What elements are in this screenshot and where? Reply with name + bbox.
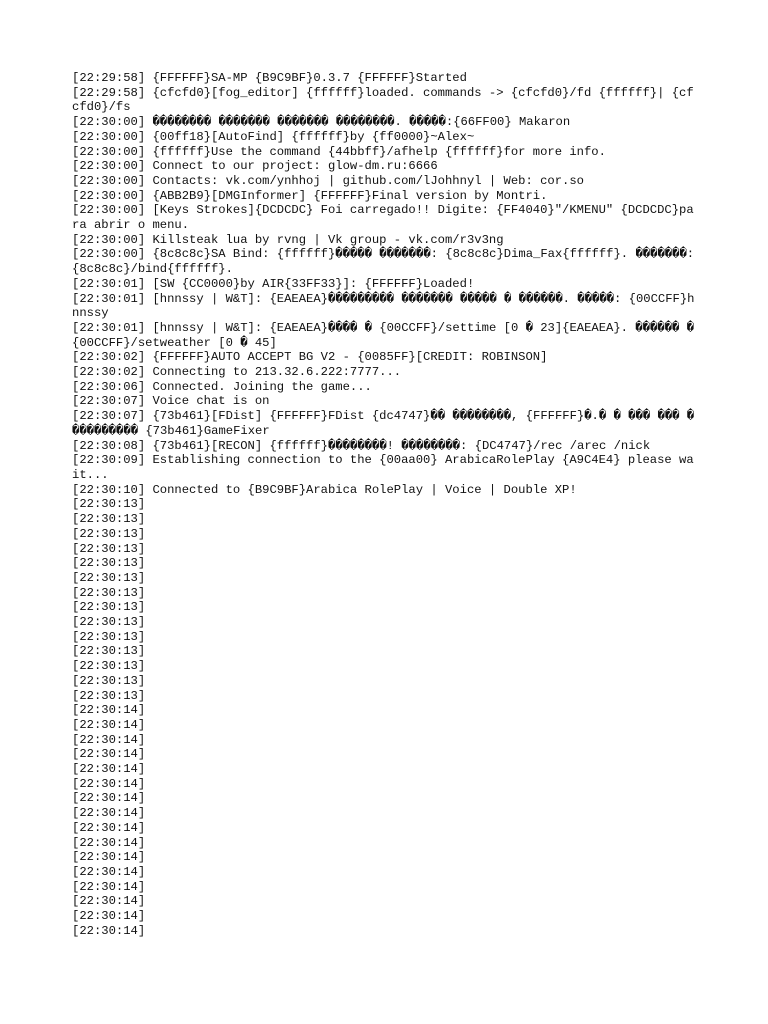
log-line: [22:30:02] Connecting to 213.32.6.222:7777... [72,365,402,380]
log-line: [22:30:13] [72,541,146,556]
log-line: [22:30:13] [72,673,146,688]
log-line: [22:30:14] [72,747,146,762]
log-line: [22:30:14] [72,806,146,821]
log-line: [22:30:01] [hnnssy | W&T]: {EAEAEA}��������� ������� ����� � ������. �����: {00CCFF}hnnssy [72,291,695,321]
log-line: [22:30:14] [72,864,146,879]
log-line: [22:30:14] [72,923,146,938]
log-line: [22:30:14] [72,894,146,909]
log-line: [22:30:14] [72,776,146,791]
log-line: [22:30:07] {73b461}[FDist] {FFFFFF}FDist {dc4747}�� ��������, {FFFFFF}�.� � ��� ��� ���������� {73b461}GameFixer [72,409,695,438]
log-line: [22:30:00] {ffffff}Use the command {44bbff}/afhelp {ffffff}for more info. [72,144,606,159]
log-line: [22:30:00] {00ff18}[AutoFind] {ffffff}by {ff0000}~Alex~ [72,129,475,144]
log-line: [22:30:14] [72,791,146,806]
chat-log-document [72,71,702,938]
log-line: [22:30:13] [72,512,146,527]
log-line: [22:30:13] [72,526,146,541]
log-line: [22:30:00] [Keys Strokes]{DCDCDC} Foi carregado!! Digite: {FF4040}"/KMENU" {DCDCDC}para abrir o menu. [72,203,694,233]
log-line: [22:30:13] [72,600,146,615]
log-line: [22:30:13] [72,629,146,644]
log-line: [22:30:13] [72,644,146,659]
log-line: [22:30:13] [72,659,146,674]
log-line: [22:29:58] {FFFFFF}SA-MP {B9C9BF}0.3.7 {FFFFFF}Started [72,71,467,85]
log-line: [22:30:00] Connect to our project: glow-dm.ru:6666 [72,159,438,174]
log-line: [22:30:14] [72,820,146,835]
log-line: [22:30:01] [SW {CC0000}by AIR{33FF33}]: {FFFFFF}Loaded! [72,276,475,291]
log-line: [22:30:06] Connected. Joining the game... [72,379,372,394]
log-line: [22:30:14] [72,909,146,924]
log-line: [22:30:07] Voice chat is on [72,394,270,409]
log-line: [22:29:58] {cfcfd0}[fog_editor] {ffffff}loaded. commands -> {cfcfd0}/fd {ffffff}| {cfcfd0}/fs [72,85,694,115]
log-line: [22:30:14] [72,717,146,732]
log-line: [22:30:08] {73b461}[RECON] {ffffff}��������! ��������: {DC4747}/rec /arec /nick [72,438,651,453]
log-line: [22:30:13] [72,585,146,600]
log-line: [22:30:14] [72,762,146,777]
log-line: [22:30:14] [72,732,146,747]
log-line: [22:30:00] Contacts: vk.com/ynhhoj | github.com/lJohhnyl | Web: cor.so [72,173,584,188]
log-line: [22:30:10] Connected to {B9C9BF}Arabica RolePlay | Voice | Double XP! [72,482,577,497]
log-line: [22:30:13] [72,688,146,703]
log-line: [22:30:14] [72,835,146,850]
log-line: [22:30:09] Establishing connection to the {00aa00} ArabicaRolePlay {A9C4E4} please wait... [72,453,694,482]
log-line: [22:30:13] [72,556,146,571]
log-line: [22:30:13] [72,497,146,512]
log-line: [22:30:00] �������� ������� ������� ��������. �����:{66FF00} Makaron [72,115,571,130]
log-line: [22:30:14] [72,703,146,718]
log-line: [22:30:13] [72,615,146,630]
log-line: [22:30:00] {ABB2B9}[DMGInformer] {FFFFFF}Final version by Montri. [72,188,548,203]
log-line: [22:30:14] [72,850,146,865]
log-line: [22:30:14] [72,879,146,894]
log-line: [22:30:02] {FFFFFF}AUTO ACCEPT BG V2 - {0085FF}[CREDIT: ROBINSON] [72,350,548,365]
log-line: [22:30:01] [hnnssy | W&T]: {EAEAEA}���� � {00CCFF}/settime [0 � 23]{EAEAEA}. ������ � {00CCFF}/setweather [0 � 45] [72,320,702,350]
log-line: [22:30:00] Killsteak lua by rvng | Vk group - vk.com/r3v3ng [72,232,504,247]
log-line: [22:30:13] [72,570,146,585]
log-line: [22:30:00] {8c8c8c}SA Bind: {ffffff}����� �������: {8c8c8c}Dima_Fax{ffffff}. �������: {8c8c8c}/bind{ffffff}. [72,247,702,277]
